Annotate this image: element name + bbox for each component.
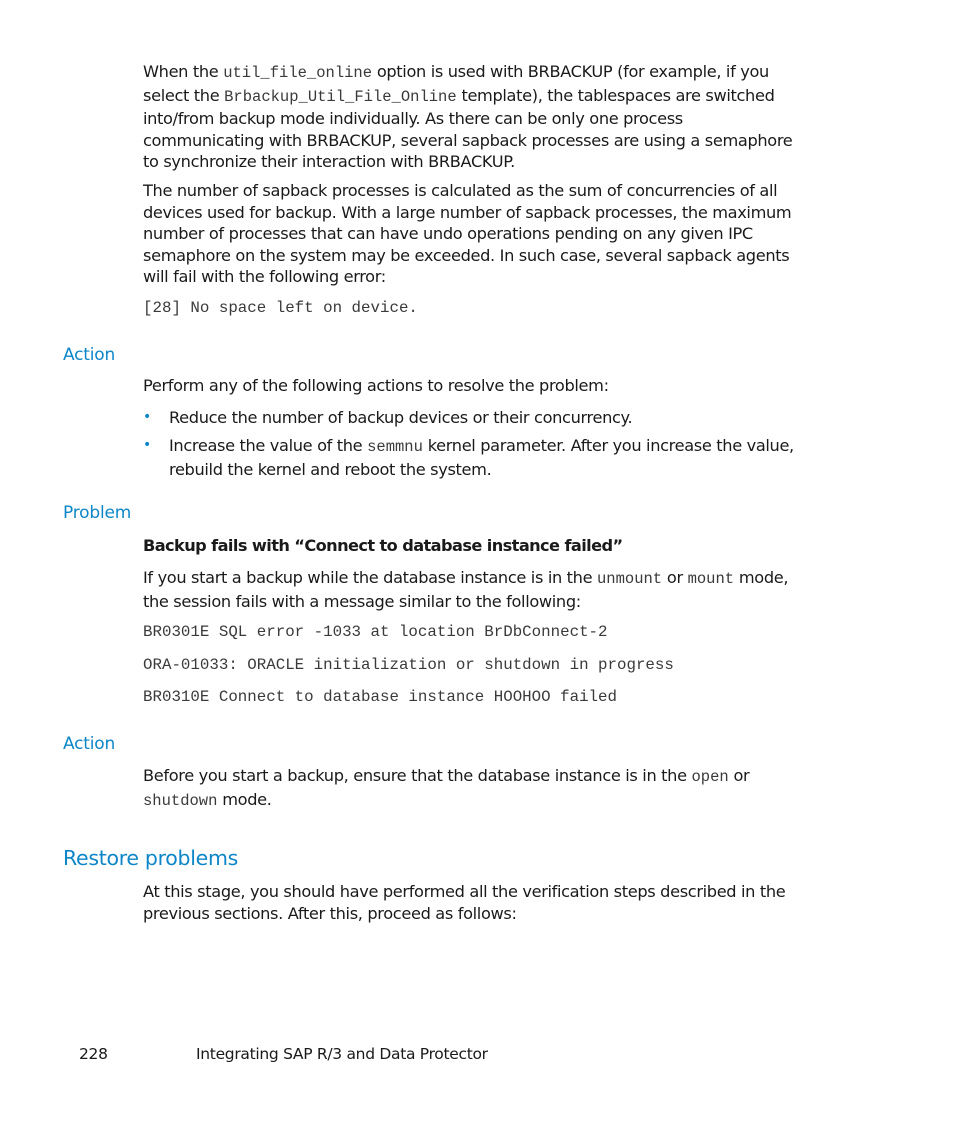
text-run: mode, the session fails with a message similar to the following: xyxy=(143,568,789,611)
text-run: mode. xyxy=(217,789,272,809)
inline-code-open: open xyxy=(691,768,729,786)
error-code-line: BR0310E Connect to database instance HOOHOO failed xyxy=(143,688,617,706)
section-heading-restore-problems: Restore problems xyxy=(63,846,239,870)
inline-code-unmount: unmount xyxy=(597,570,663,588)
text-run: Increase the value of the xyxy=(169,436,368,455)
inline-code-shutdown: shutdown xyxy=(143,791,218,810)
text-run: or xyxy=(662,568,688,587)
bullet-text xyxy=(169,435,803,480)
bullet-text: Reduce the number of backup devices or their concurrency. xyxy=(169,408,633,427)
inline-code-template-name: Brbackup_Util_File_Online xyxy=(224,87,457,106)
action-lead-paragraph: Perform any of the following actions to resolve the problem: xyxy=(143,376,609,395)
error-code-line: [28] No space left on device. xyxy=(143,299,418,317)
side-heading-action: Action xyxy=(63,734,116,754)
problem-title: Backup fails with “Connect to database instance failed” xyxy=(143,536,623,555)
text-run: kernel parameter. After you increase the value, rebuild the kernel and reboot the system. xyxy=(169,436,794,479)
error-code-line: BR0301E SQL error -1033 at location BrDbConnect-2 xyxy=(143,623,608,641)
restore-paragraph: At this stage, you should have performed all the verification steps described in the previous sections. After this, proceed as follows: xyxy=(143,882,786,923)
error-code-line: ORA-01033: ORACLE initialization or shutdown in progress xyxy=(143,656,674,674)
footer-doc-title: Integrating SAP R/3 and Data Protector xyxy=(196,1045,488,1063)
text-run: or xyxy=(728,766,750,785)
action-paragraph xyxy=(143,765,793,812)
bullet-icon: • xyxy=(143,409,151,425)
bullet-item xyxy=(143,407,803,429)
inline-code-semmnu: semmnu xyxy=(367,438,423,456)
text-run: Before you start a backup, ensure that the database instance is in the xyxy=(143,766,692,785)
text-run: option is used with BRBACKUP (for example, if you select the xyxy=(143,62,769,105)
page-number: 228 xyxy=(79,1045,108,1063)
inline-code-mount: mount xyxy=(687,570,735,588)
side-heading-action: Action xyxy=(63,345,116,365)
bullet-icon: • xyxy=(143,437,151,453)
intro-paragraph-2: The number of sapback processes is calculated as the sum of concurrencies of all devices used for backup. With a large number of sapback processes, the maximum number of processes that can have undo operations pending on any given IPC semaphore on the system may be exceeded. In such case, several sapback agents will fail with the following error: xyxy=(143,181,792,286)
text-run: template), the tablespaces are switched into/from backup mode individually. As there can be only one process communicating with BRBACKUP, several sapback processes are using a semaphore to synchronize their interaction with BRBACKUP. xyxy=(143,85,793,171)
intro-paragraph-1 xyxy=(143,61,793,173)
inline-code-util-file-online: util_file_online xyxy=(223,64,373,82)
text-run: If you start a backup while the database instance is in the xyxy=(143,568,597,587)
text-run: When the xyxy=(143,62,224,81)
problem-paragraph xyxy=(143,567,793,612)
bullet-item xyxy=(143,435,803,480)
side-heading-problem: Problem xyxy=(63,503,132,523)
